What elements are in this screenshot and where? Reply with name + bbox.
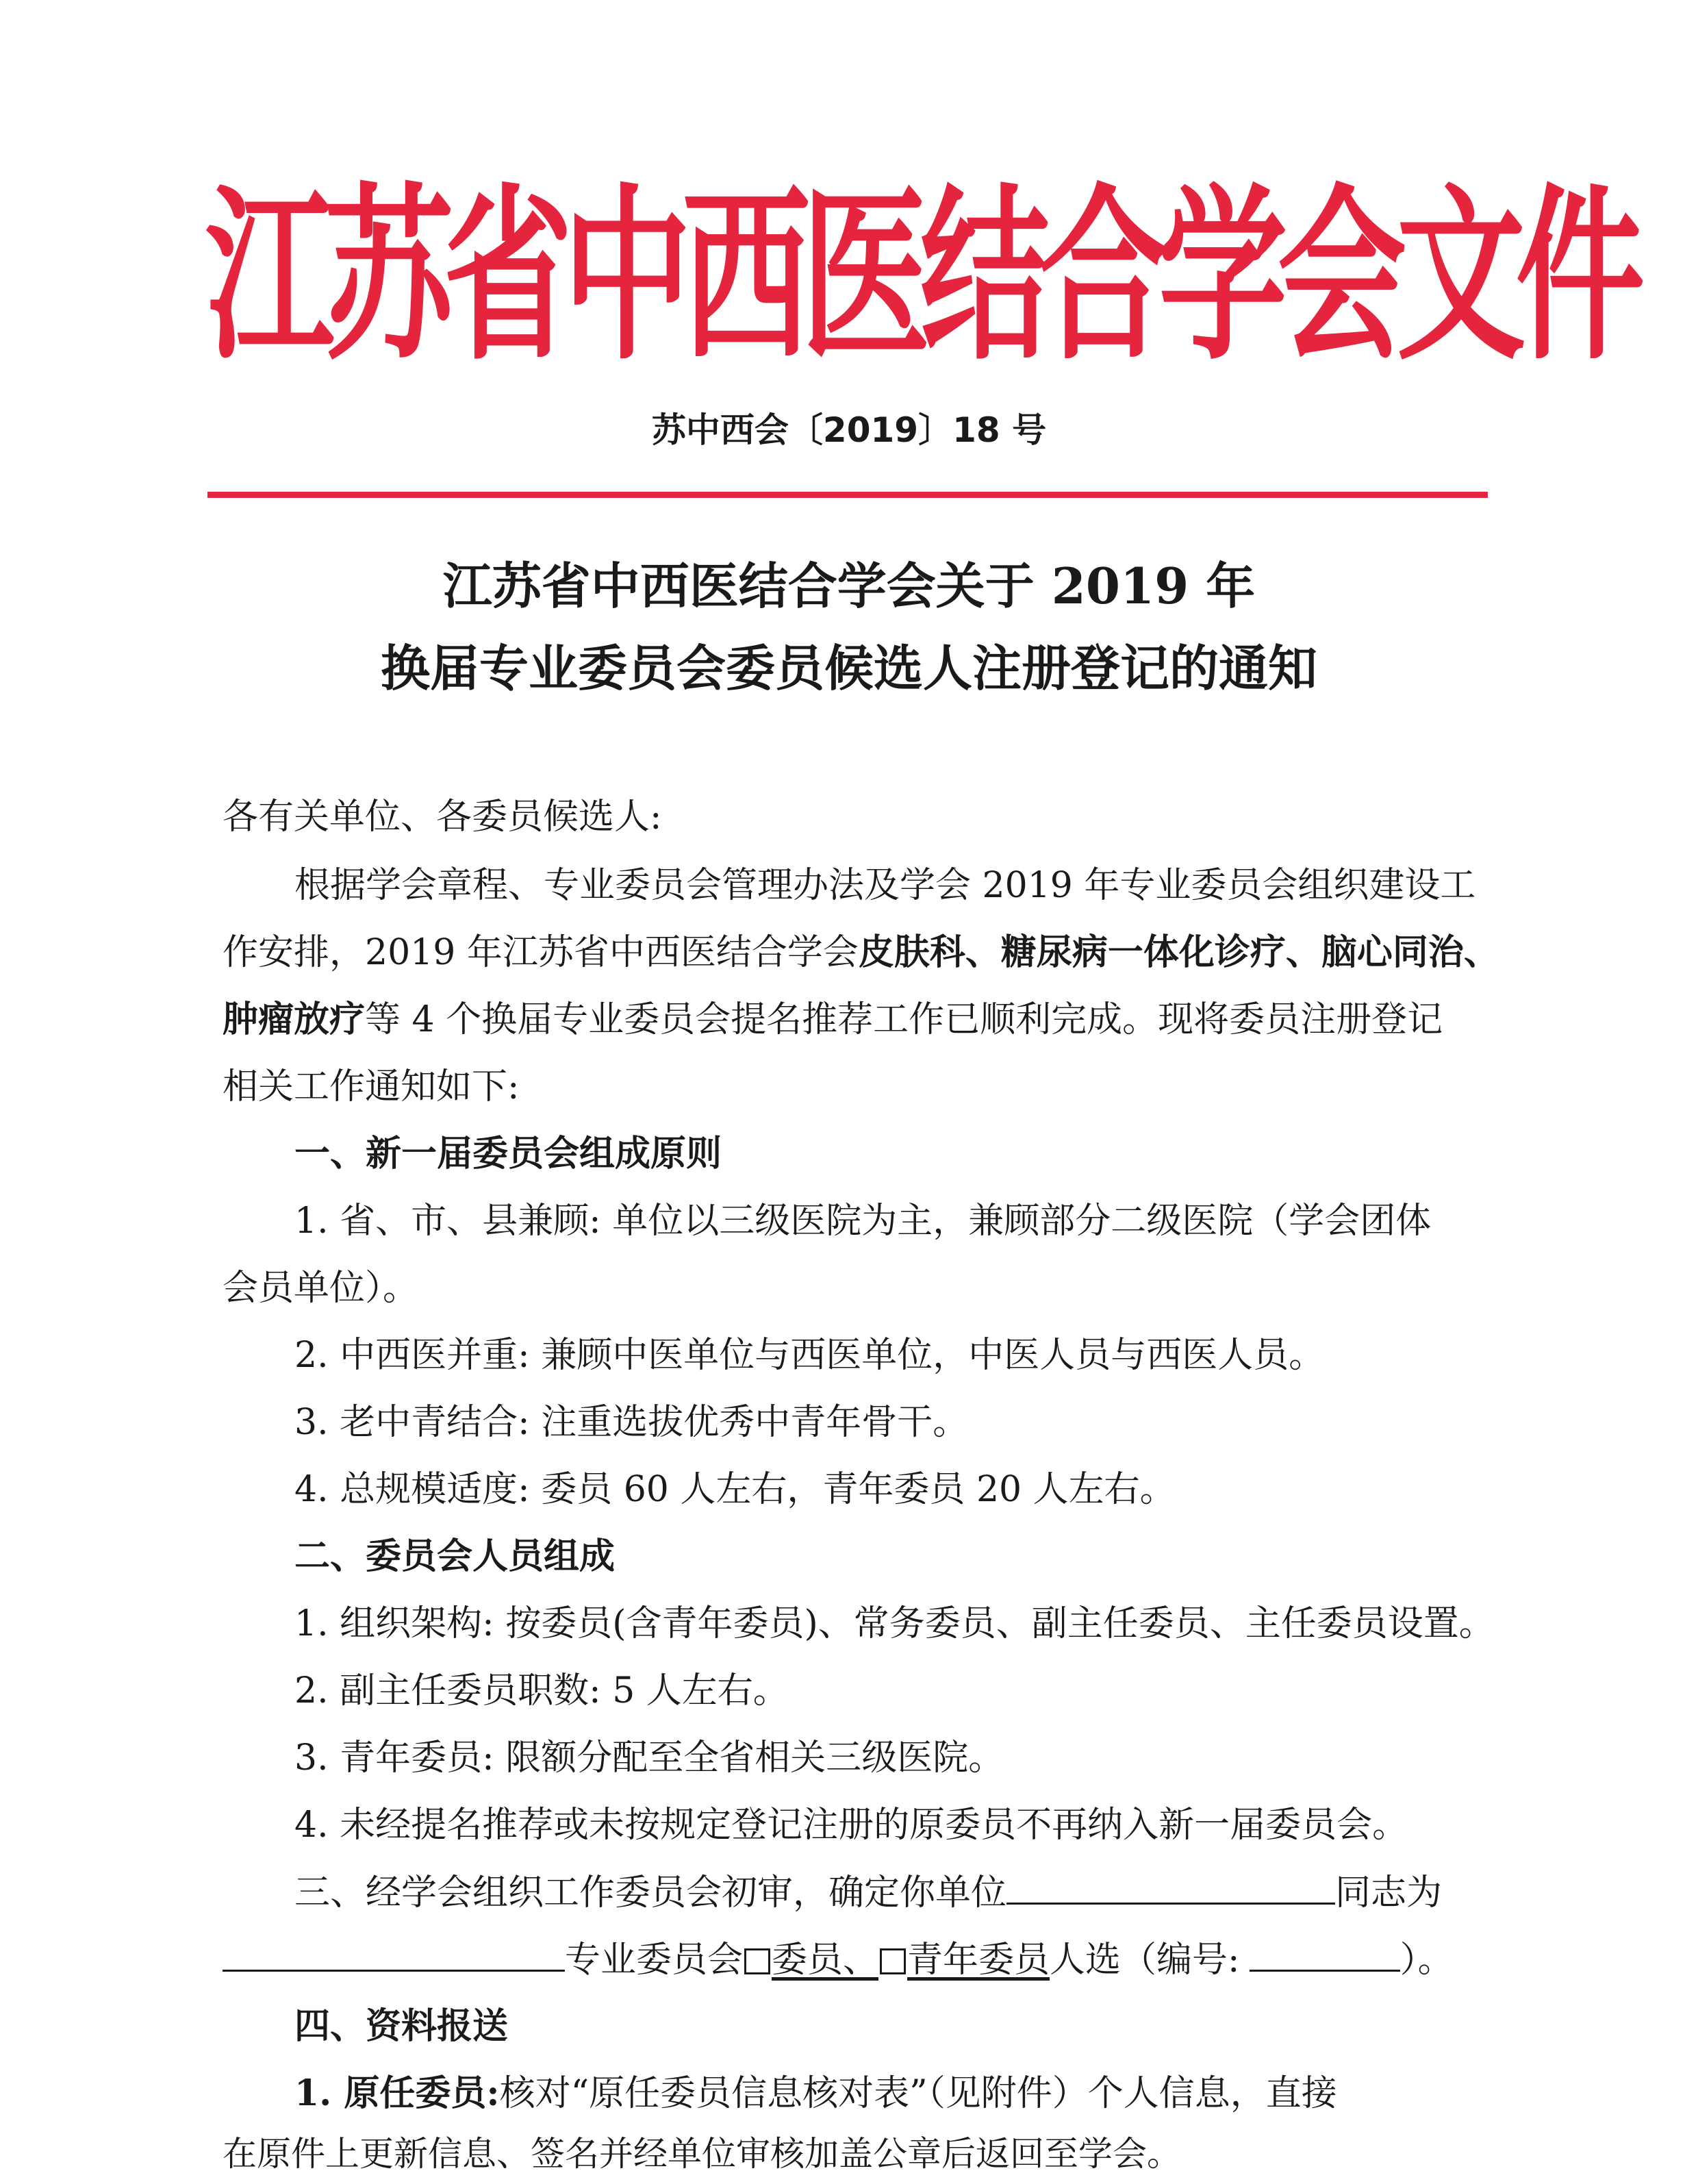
intro-committees-bold: 皮肤科、糖尿病一体化诊疗、脑心同治、 [858, 931, 1499, 973]
section1-item1-line1: 1. 省、市、县兼顾: 单位以三级医院为主，兼顾部分二级医院（学会团体 [294, 1201, 1432, 1242]
section1-item2: 2. 中西医并重: 兼顾中医单位与西医单位，中医人员与西医人员。 [294, 1335, 1325, 1376]
committee-name-blank[interactable] [223, 1935, 565, 1972]
section4-item1-line2: 在原件上更新信息、签名并经单位审核加盖公章后返回至学会。 [223, 2134, 1181, 2174]
section3-line1-suffix: 同志为 [1335, 1872, 1443, 1913]
youth-member-checkbox[interactable] [880, 1948, 906, 1974]
intro-line-2-text: 作安排，2019 年江苏省中西医结合学会 [223, 932, 859, 973]
role-options [743, 1940, 1050, 1981]
intro-line-4: 相关工作通知如下: [223, 1066, 520, 1107]
member-checkbox[interactable] [744, 1948, 770, 1974]
section4-item1-label: 1. 原任委员: [294, 2072, 500, 2114]
section3-number-label: 人选（编号: [1050, 1940, 1240, 1981]
intro-line-2 [223, 929, 1499, 977]
section3-line2-end: ）。 [1399, 1940, 1454, 1981]
unit-name-blank[interactable] [1006, 1868, 1335, 1905]
document-number: 苏中西会〔2019〕18 号 [651, 410, 1047, 450]
section2-item3: 3. 青年委员: 限额分配至全省相关三级医院。 [294, 1737, 1004, 1779]
document-header-title: 江苏省中西医结合学会文件 [205, 168, 1635, 386]
notice-title-line2: 换届专业委员会委员候选人注册登记的通知 [380, 639, 1317, 697]
section1-item3: 3. 老中青结合: 注重选拔优秀中青年骨干。 [294, 1402, 969, 1443]
section3-line1 [294, 1868, 1442, 1917]
red-divider-rule [207, 492, 1488, 498]
section3-committee-label: 专业委员会 [565, 1940, 744, 1981]
salutation: 各有关单位、各委员候选人: [223, 796, 662, 838]
section2-item1: 1. 组织架构: 按委员(含青年委员)、常务委员、副主任委员、主任委员设置。 [294, 1603, 1495, 1644]
section4-item1-line1 [294, 2070, 1337, 2118]
section2-item4: 4. 未经提名推荐或未按规定登记注册的原委员不再纳入新一届委员会。 [294, 1805, 1408, 1846]
section1-item1-line2: 会员单位）。 [223, 1268, 419, 1309]
section1-item4: 4. 总规模适度: 委员 60 人左右，青年委员 20 人左右。 [294, 1469, 1176, 1510]
number-blank[interactable] [1250, 1935, 1400, 1972]
section2-item2: 2. 副主任委员职数: 5 人左右。 [294, 1670, 789, 1711]
intro-line-1: 根据学会章程、专业委员会管理办法及学会 2019 年专业委员会组织建设工 [294, 865, 1476, 906]
section2-heading: 二、委员会人员组成 [294, 1535, 616, 1577]
section3-line2 [223, 1935, 1454, 1984]
section4-heading: 四、资料报送 [294, 2005, 509, 2047]
section1-heading: 一、新一届委员会组成原则 [294, 1133, 722, 1175]
notice-title-line1: 江苏省中西医结合学会关于 2019 年 [442, 557, 1256, 615]
intro-line-3-text: 等 4 个换届专业委员会提名推荐工作已顺利完成。现将委员注册登记 [365, 999, 1443, 1040]
member-option-label: 委员、 [772, 1940, 879, 1981]
intro-oncology-bold: 肿瘤放疗 [223, 999, 366, 1040]
section4-item1-text: 核对“原任委员信息核对表”（见附件）个人信息，直接 [499, 2073, 1337, 2114]
section3-line1-text: 三、经学会组织工作委员会初审，确定你单位 [294, 1872, 1007, 1913]
intro-line-3 [223, 996, 1443, 1044]
youth-member-option-label: 青年委员 [907, 1940, 1050, 1981]
